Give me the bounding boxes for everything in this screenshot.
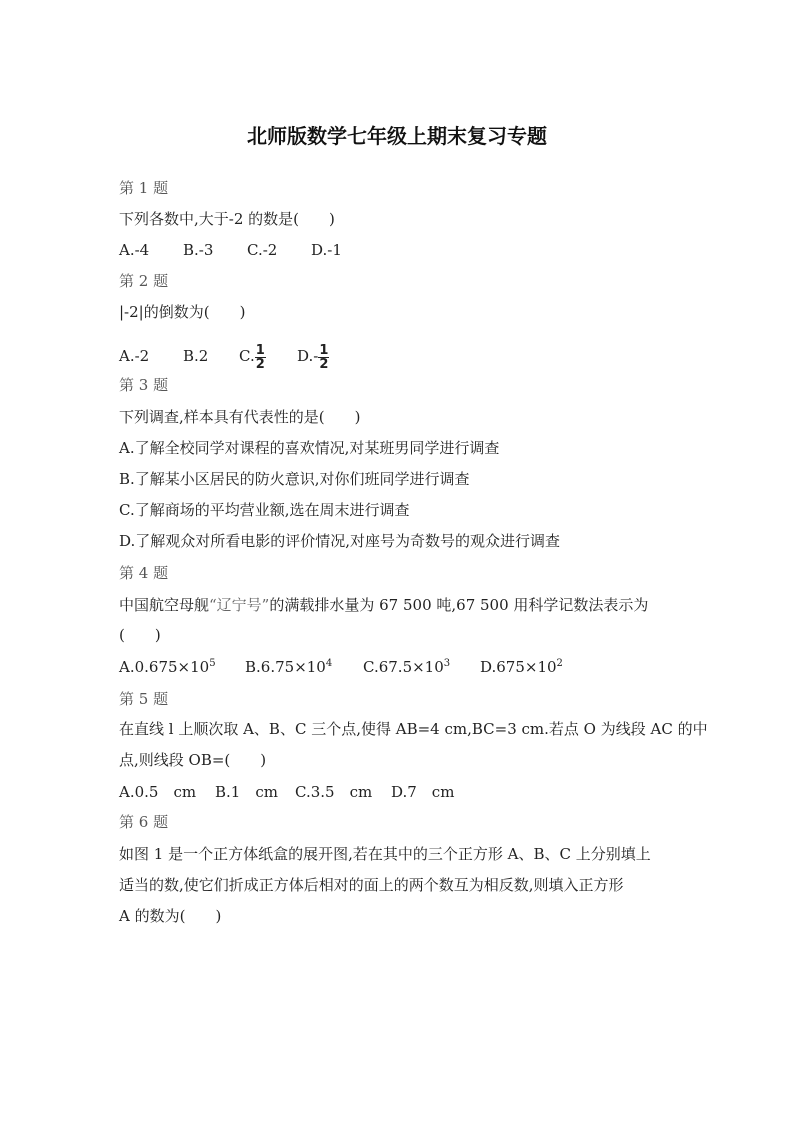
question-1-options <box>119 239 342 261</box>
question-5-label: 第 5 题 <box>119 690 169 708</box>
question-2-option-b: B.2 <box>183 347 209 365</box>
question-5-option-b: B.1 cm <box>215 783 278 801</box>
question-4-text-pre: 中国航空母舰 <box>119 596 210 614</box>
fraction-numerator: 1 <box>255 342 265 358</box>
question-4-option-b-base: B.6.75×10 <box>245 658 326 676</box>
question-4-option-d-base: D.675×10 <box>480 658 557 676</box>
question-3-option-c: C.了解商场的平均营业额,选在周末进行调查 <box>119 501 410 519</box>
question-5-options <box>119 781 454 803</box>
question-2-text: |-2|的倒数为( ) <box>119 303 246 321</box>
question-1-option-c: C.-2 <box>247 241 278 259</box>
fraction-numerator: 1 <box>319 342 329 358</box>
question-4-option-b-exponent: 4 <box>325 658 333 669</box>
question-2-label: 第 2 题 <box>119 272 169 290</box>
question-4-text-post: 的满载排水量为 67 500 吨,67 500 用科学记数法表示为 <box>269 596 649 614</box>
question-1-option-d: D.-1 <box>311 241 342 259</box>
question-3-option-a: A.了解全校同学对课程的喜欢情况,对某班男同学进行调查 <box>119 439 500 457</box>
question-6-label: 第 6 题 <box>119 813 169 831</box>
question-3-label: 第 3 题 <box>119 376 169 394</box>
question-1-option-b: B.-3 <box>183 241 214 259</box>
question-4-option-a-base: A.0.675×10 <box>119 658 210 676</box>
question-5-text-line2: 点,则线段 OB=( ) <box>119 751 267 769</box>
page-title: 北师版数学七年级上期末复习专题 <box>247 124 547 148</box>
question-2-option-d-prefix: D.- <box>297 347 319 365</box>
fraction-denominator: 2 <box>255 356 265 372</box>
question-4-text-quote: “辽宁号” <box>209 596 270 614</box>
question-4-options <box>119 656 563 678</box>
question-4-label: 第 4 题 <box>119 564 169 582</box>
question-4-option-b <box>245 656 363 678</box>
question-2-option-a: A.-2 <box>119 347 150 365</box>
question-5-text-line1: 在直线 l 上顺次取 A、B、C 三个点,使得 AB=4 cm,BC=3 cm.若点 O 为线段 AC 的中 <box>119 720 708 738</box>
question-2-option-c-prefix: C. <box>239 347 255 365</box>
question-4-option-d <box>480 656 563 678</box>
question-2-option-d <box>297 338 329 374</box>
question-2-options <box>119 338 329 374</box>
fraction-one-half <box>318 344 329 371</box>
question-5-option-c: C.3.5 cm <box>295 783 373 801</box>
fraction-one-half <box>255 344 266 371</box>
question-6-text-line3: A 的数为( ) <box>119 907 222 925</box>
question-5-option-a: A.0.5 cm <box>119 783 197 801</box>
question-4-option-d-exponent: 2 <box>556 658 563 669</box>
question-4-option-c <box>363 656 480 678</box>
question-3-option-b: B.了解某小区居民的防火意识,对你们班同学进行调查 <box>119 470 470 488</box>
question-1-option-a: A.-4 <box>119 241 150 259</box>
question-3-text: 下列调查,样本具有代表性的是( ) <box>119 408 361 426</box>
question-4-text <box>119 594 648 616</box>
question-1-text: 下列各数中,大于-2 的数是( ) <box>119 210 335 228</box>
question-1-label: 第 1 题 <box>119 179 169 197</box>
question-4-text-line2: ( ) <box>119 626 161 644</box>
question-4-option-a-exponent: 5 <box>209 658 216 669</box>
fraction-denominator: 2 <box>319 356 329 372</box>
question-6-text-line1: 如图 1 是一个正方体纸盒的展开图,若在其中的三个正方形 A、B、C 上分别填上 <box>119 845 651 863</box>
question-4-option-c-base: C.67.5×10 <box>363 658 444 676</box>
question-5-option-d: D.7 cm <box>391 783 455 801</box>
question-4-option-a <box>119 656 245 678</box>
question-3-option-d: D.了解观众对所看电影的评价情况,对座号为奇数号的观众进行调查 <box>119 532 561 550</box>
question-4-option-c-exponent: 3 <box>443 658 451 669</box>
question-2-option-c <box>239 338 297 374</box>
question-6-text-line2: 适当的数,使它们折成正方体后相对的面上的两个数互为相反数,则填入正方形 <box>119 876 624 894</box>
